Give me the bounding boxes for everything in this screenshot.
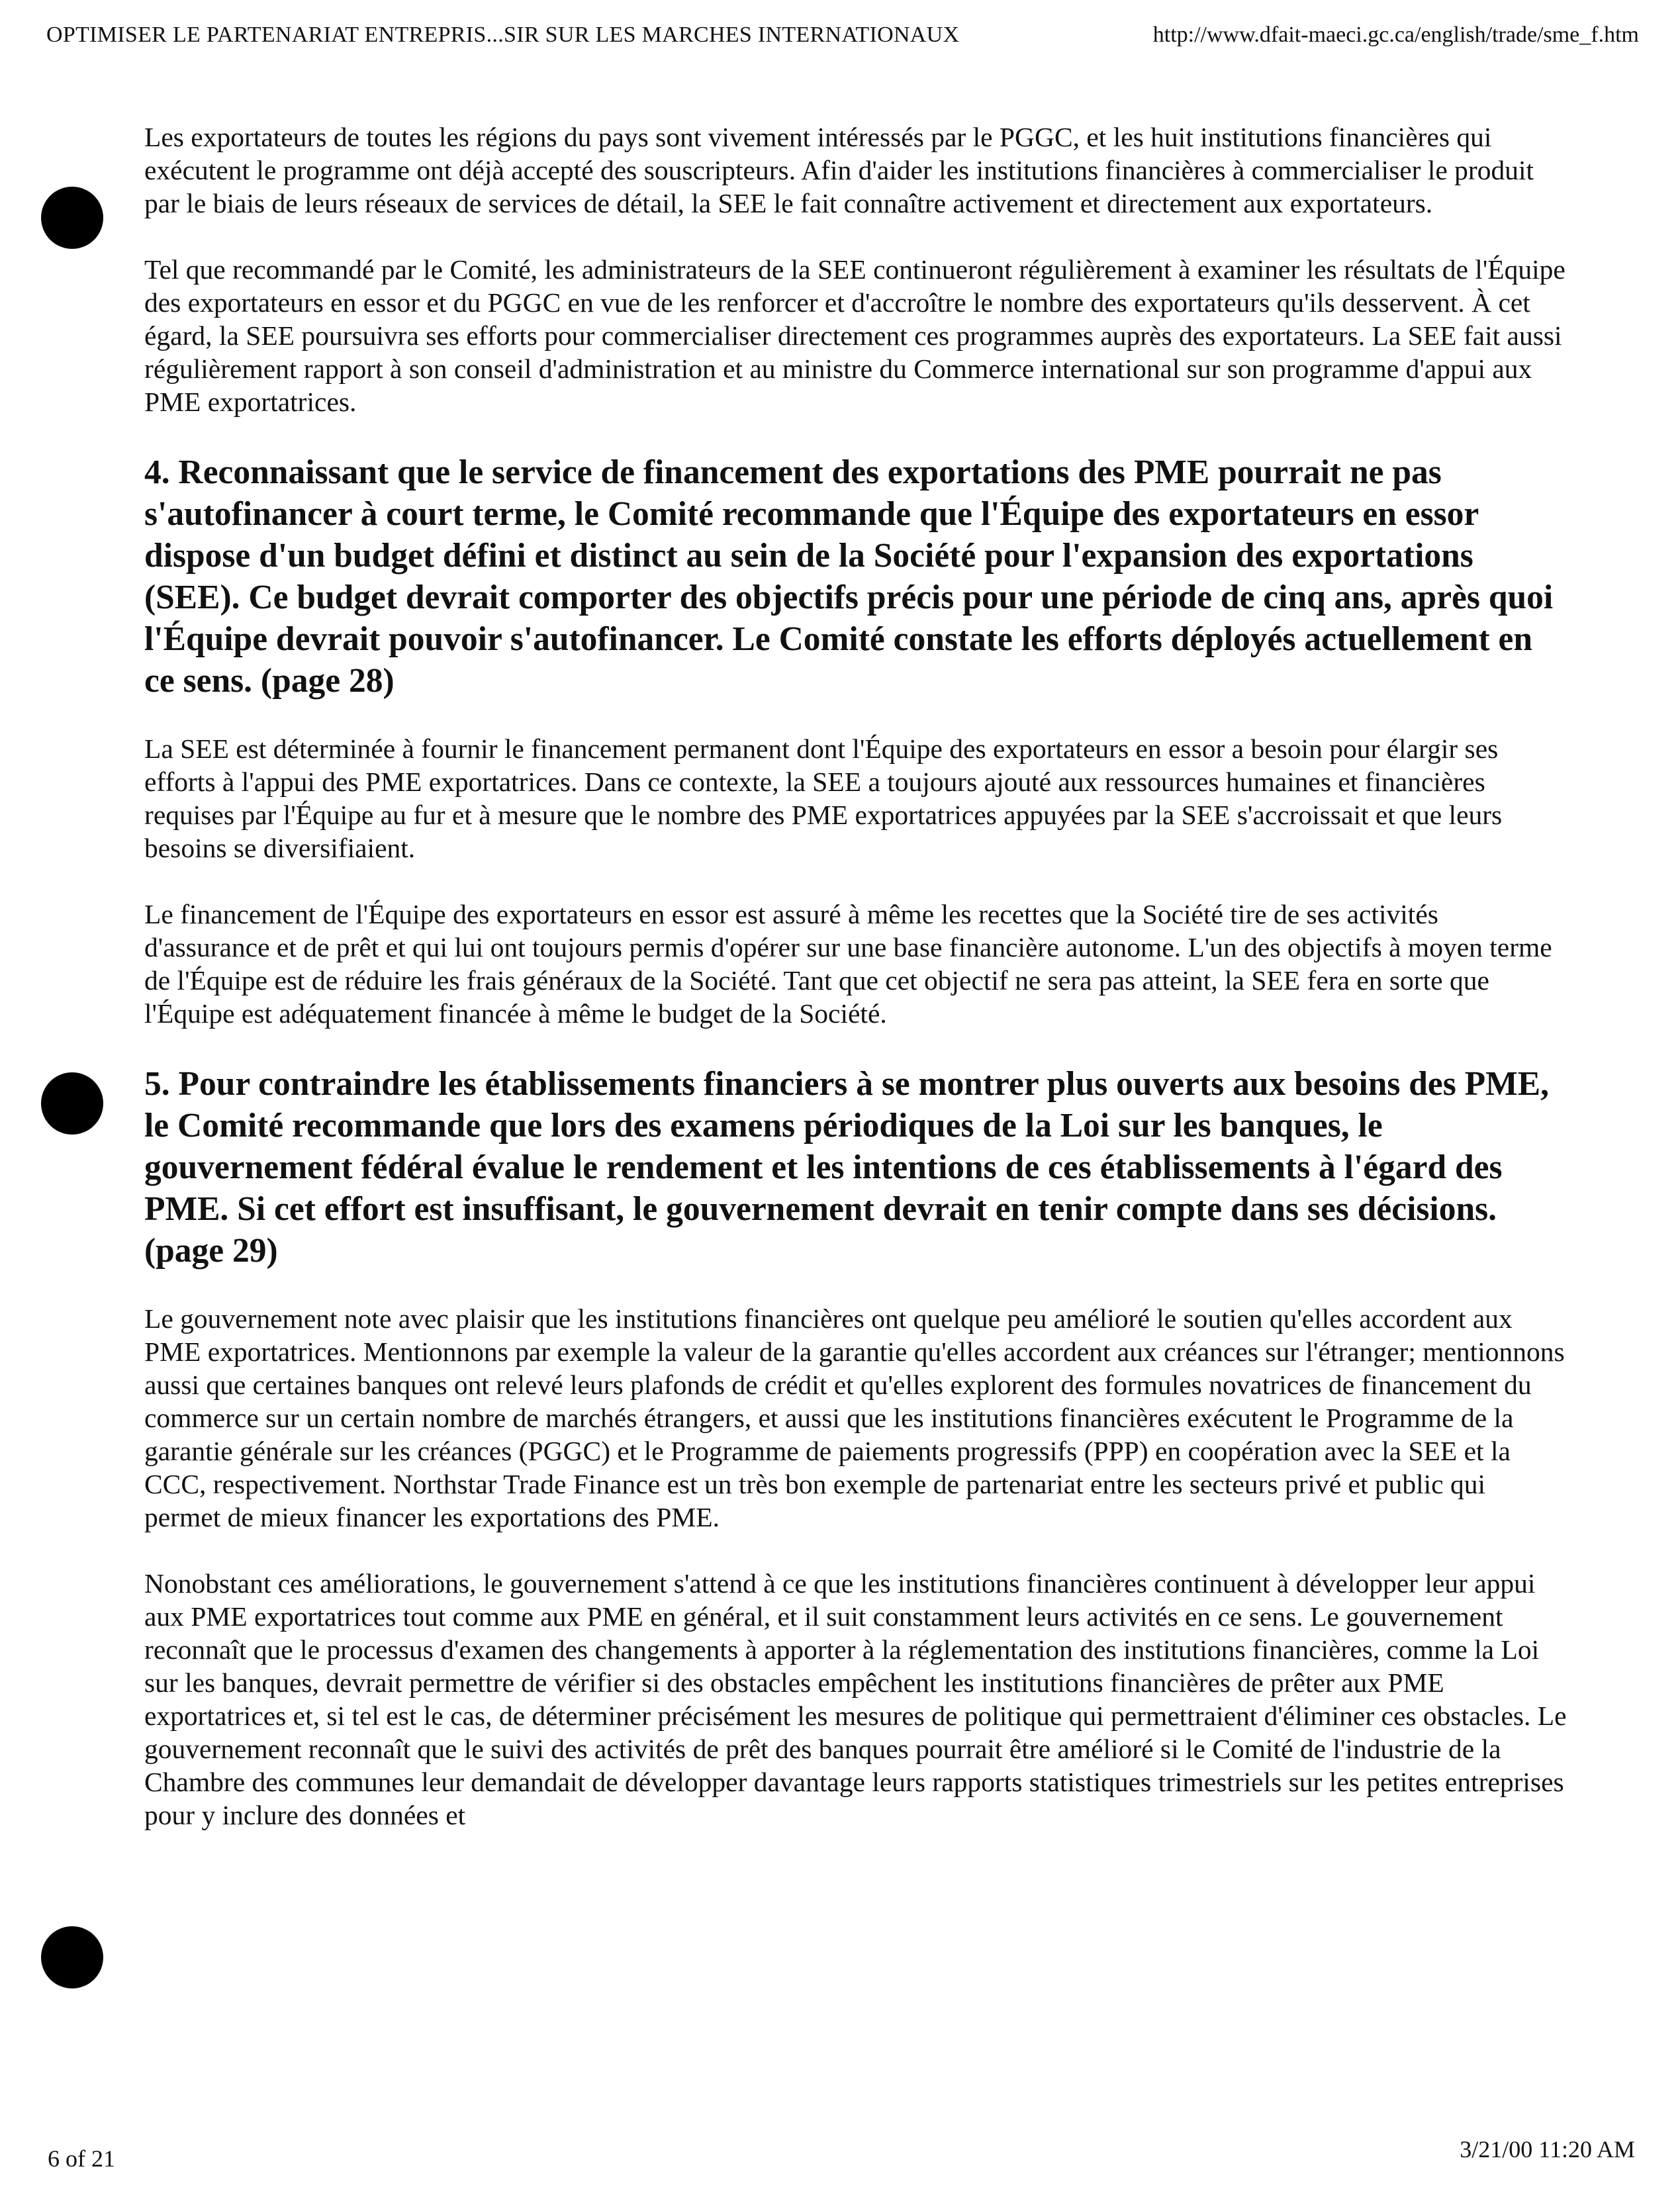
print-header-url: http://www.dfait-maeci.gc.ca/english/trade/sme_f.htm (1152, 23, 1639, 47)
paragraph-government-notes: Le gouvernement note avec plaisir que les institutions financières ont quelque peu amélioré le soutien qu'elles accordent aux PME exportatrices. Mentionnons par exemple la valeur de la garantie qu'elles accordent aux créances sur l'étranger; mentionnons aussi que certaines banques ont relevé leurs plafonds de crédit et qu'elles explorent des formules novatrices de financement du commerce sur un certain nombre de marchés étrangers, et aussi que les institutions financières exécutent le Programme de la garantie générale sur les créances (PGGC) et le Programme de paiements progressifs (PPP) en coopération avec la SEE et la CCC, respectivement. Northstar Trade Finance est un très bon exemple de partenariat entre les secteurs privé et public qui permet de mieux financer les exportations des PME. (144, 1303, 1565, 1532)
punch-hole-middle (41, 1072, 103, 1135)
document-body (144, 120, 1567, 1865)
paragraph-notwithstanding: Nonobstant ces améliorations, le gouvernement s'attend à ce que les institutions financières continuent à développer leur appui aux PME exportatrices tout comme aux PME en général, et il suit constamment leurs activités en ce sens. Le gouvernement reconnaît que le processus d'examen des changements à apporter à la réglementation des institutions financières, comme la Loi sur les banques, devrait permettre de vérifier si des obstacles empêchent les institutions financières de prêter aux PME exportatrices et, si tel est le cas, de déterminer précisément les mesures de politique qui permettraient d'éliminer ces obstacles. Le gouvernement reconnaît que le suivi des activités de prêt des banques pourrait être amélioré si le Comité de l'industrie de la Chambre des communes leur demandait de développer davantage leurs rapports statistiques trimestriels sur les petites entreprises pour y inclure des données et (144, 1568, 1567, 1830)
paragraph-committee-review: Tel que recommandé par le Comité, les administrateurs de la SEE continueront régulièrement à examiner les résultats de l'Équipe des exportateurs en essor et du PGGC en vue de les renforcer et d'accroître le nombre des exportateurs qu'ils desservent. À cet égard, la SEE poursuivra ses efforts pour commercialiser directement ces programmes auprès des exportateurs. La SEE fait aussi régulièrement rapport à son conseil d'administration et au ministre du Commerce international sur son programme d'appui aux PME exportatrices. (144, 254, 1565, 417)
print-timestamp: 3/21/00 11:20 AM (1460, 2136, 1635, 2163)
paragraph-permanent-financing: La SEE est déterminée à fournir le financement permanent dont l'Équipe des exportateurs en essor a besoin pour élargir ses efforts à l'appui des PME exportatrices. Dans ce contexte, la SEE a toujours ajouté aux ressources humaines et financières requises par l'Équipe au fur et à mesure que le nombre des PME exportatrices appuyées par la SEE s'accroissait et que leurs besoins se diversifiaient. (144, 733, 1503, 863)
punch-hole-top (41, 187, 103, 249)
print-header-title: OPTIMISER LE PARTENARIAT ENTREPRIS...SIR SUR LES MARCHES INTERNATIONAUX (46, 23, 960, 47)
paragraph-pggc-interest: Les exportateurs de toutes les régions du pays sont vivement intéressés par le PGGC, et les huit institutions financières qui exécutent le programme ont déjà accepté des souscripteurs. Afin d'aider les institutions financières à commercialiser le produit par le biais de leurs réseaux de services de détail, la SEE le fait connaître activement et directement aux exportateurs. (144, 122, 1534, 218)
recommendation-4: 4. Reconnaissant que le service de financement des exportations des PME pourrait ne pas s'autofinancer à court terme, le Comité recommande que l'Équipe des exportateurs en essor dispose d'un budget défini et distinct au sein de la Société pour l'expansion des exportations (SEE). Ce budget devrait comporter des objectifs précis pour une période de cinq ans, après quoi l'Équipe devrait pouvoir s'autofinancer. Le Comité constate les efforts déployés actuellement en ce sens. (page 28) (144, 453, 1554, 700)
recommendation-5: 5. Pour contraindre les établissements financiers à se montrer plus ouverts aux besoins des PME, le Comité recommande que lors des examens périodiques de la Loi sur les banques, le gouvernement fédéral évalue le rendement et les intentions de ces établissements à l'égard des PME. Si cet effort est insuffisant, le gouvernement devrait en tenir compte dans ses décisions. (page 29) (144, 1065, 1549, 1270)
paragraph-team-funding: Le financement de l'Équipe des exportateurs en essor est assuré à même les recettes que la Société tire de ses activités d'assurance et de prêt et qui lui ont toujours permis d'opérer sur une base financière autonome. L'un des objectifs à moyen terme de l'Équipe est de réduire les frais généraux de la Société. Tant que cet objectif ne sera pas atteint, la SEE fera en sorte que l'Équipe est adéquatement financée à même le budget de la Société. (144, 899, 1552, 1029)
page-number: 6 of 21 (48, 2145, 115, 2172)
punch-hole-bottom (41, 1926, 103, 1988)
